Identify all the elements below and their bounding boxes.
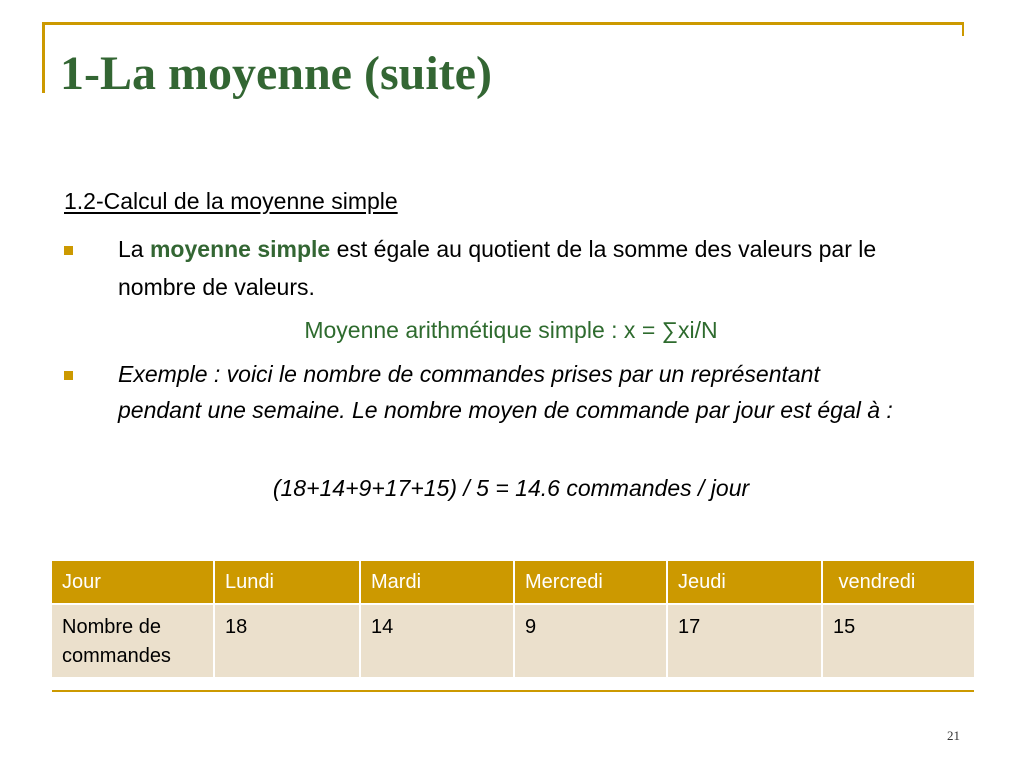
slide-title: 1-La moyenne (suite) [60,47,492,100]
example-paragraph: Exemple : voici le nombre de commandes prises par un représentant pendant une semaine. Le nombre moyen de commande par jour est égal à : [118,361,893,423]
table-row [52,604,974,677]
definition-highlight: moyenne simple [149,236,331,262]
bottom-divider [52,690,974,692]
row-label-cell: Nombre de commandes [52,604,214,677]
table-header-cell: Lundi [214,561,360,604]
definition-suffix: est égale au quotient de la somme des valeurs par le nombre de valeurs. [118,236,877,300]
orders-table [52,561,974,677]
definition-prefix: La [118,236,150,262]
table-header-cell: Jeudi [667,561,822,604]
calculation: (18+14+9+17+15) / 5 = 14.6 commandes / jour [272,475,750,501]
section-heading: 1.2-Calcul de la moyenne simple [64,188,398,214]
table-header-cell: Jour [52,561,214,604]
definition-paragraph [118,230,938,306]
bullet-square-icon [64,246,73,255]
formula: Moyenne arithmétique simple : x = ∑xi/N [304,317,718,343]
table-header-cell: vendredi [822,561,974,604]
table-header-cell: Mardi [360,561,514,604]
table-cell: 17 [667,604,822,677]
bullet-square-icon [64,371,73,380]
table-header-row [52,561,974,604]
table-header-cell: Mercredi [514,561,667,604]
frame-left-line [42,22,45,93]
table-cell: 18 [214,604,360,677]
page-number: 21 [947,728,960,743]
table-cell: 15 [822,604,974,677]
frame-right-line [962,22,964,36]
table-cell: 9 [514,604,667,677]
table-cell: 14 [360,604,514,677]
frame-top-line [43,22,964,25]
